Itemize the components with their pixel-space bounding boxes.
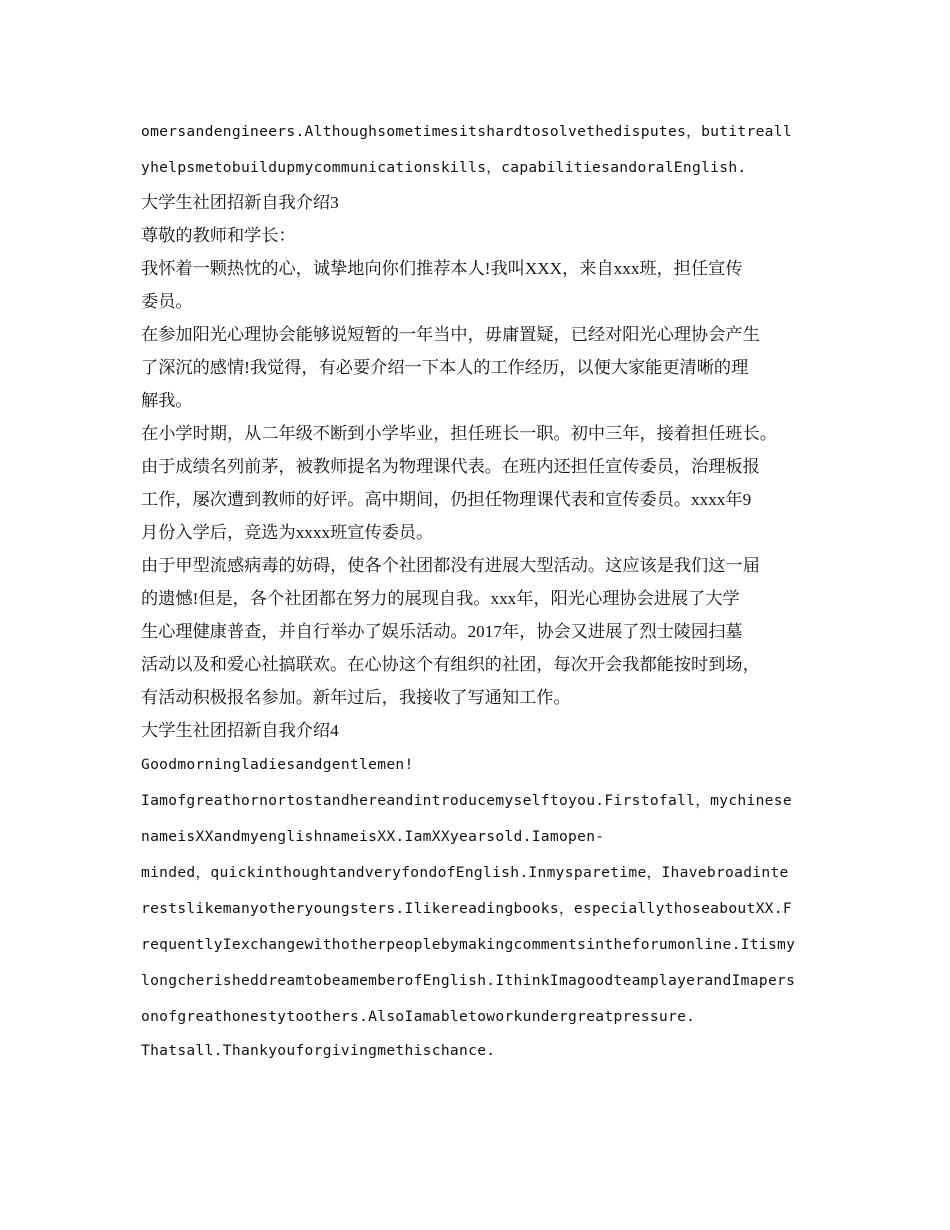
text-line: onofgreathonestytoothers.AlsoIamabletoworkundergreatpressure. xyxy=(141,1008,696,1025)
text-line: minded，quickinthoughtandveryfondofEnglish.Inmysparetime，Ihavebroadinte xyxy=(141,864,789,881)
text-line: 工作，屡次遭到教师的好评。高中期间，仍担任物理课代表和宣传委员。xxxx年9 xyxy=(141,490,752,509)
text-line: 由于成绩名列前茅，被教师提名为物理课代表。在班内还担任宣传委员，治理板报 xyxy=(141,457,760,476)
document-page xyxy=(141,114,821,1067)
text-line: nameisXXandmyenglishnameisXX.IamXXyearsold.Iamopen- xyxy=(141,828,605,845)
text-line: Thatsall.Thankyouforgivingmethischance. xyxy=(141,1042,496,1059)
text-line: 我怀着一颗热忱的心，诚挚地向你们推荐本人!我叫XXX，来自xxx班，担任宣传 xyxy=(141,259,743,278)
text-line: restslikemanyotheryoungsters.Ilikereadingbooks，especiallythoseaboutXX.F xyxy=(141,900,792,917)
salutation: 尊敬的教师和学长： xyxy=(141,226,296,245)
text-line: Goodmorningladiesandgentlemen! xyxy=(141,756,414,773)
text-line: 委员。 xyxy=(141,292,193,311)
text-line: 在参加阳光心理协会能够说短暂的一年当中，毋庸置疑，已经对阳光心理协会产生 xyxy=(141,325,760,344)
text-line: requentlyIexchangewithotherpeoplebymakingcommentsintheforumonline.Itismy xyxy=(141,936,796,953)
text-line: 由于甲型流感病毒的妨碍，使各个社团都没有进展大型活动。这应该是我们这一届 xyxy=(141,556,760,575)
text-line: 活动以及和爱心社搞联欢。在心协这个有组织的社团，每次开会我都能按时到场， xyxy=(141,655,760,674)
section-heading: 大学生社团招新自我介绍4 xyxy=(141,721,339,740)
text-line: omersandengineers.Althoughsometimesitshardtosolvethedisputes，butitreall xyxy=(141,123,792,140)
section-heading: 大学生社团招新自我介绍3 xyxy=(141,193,339,212)
text-line: yhelpsmetobuildupmycommunicationskills，capabilitiesandoralEnglish. xyxy=(141,159,747,176)
text-line: 了深沉的感情!我觉得，有必要介绍一下本人的工作经历，以便大家能更清晰的理 xyxy=(141,358,749,377)
text-line: 有活动积极报名参加。新年过后，我接收了写通知工作。 xyxy=(141,688,571,707)
text-line: longcherisheddreamtobeamemberofEnglish.IthinkImagoodteamplayerandImapers xyxy=(141,972,796,989)
text-line: Iamofgreathornortostandhereandintroducemyselftoyou.Firstofall，mychinese xyxy=(141,792,792,809)
text-line: 解我。 xyxy=(141,391,193,410)
text-line: 生心理健康普查，并自行举办了娱乐活动。2017年，协会又进展了烈士陵园扫墓 xyxy=(141,622,743,641)
text-line: 在小学时期，从二年级不断到小学毕业，担任班长一职。初中三年，接着担任班长。 xyxy=(141,424,777,443)
text-line: 月份入学后，竞选为xxxx班宣传委员。 xyxy=(141,523,434,542)
text-line: 的遗憾!但是，各个社团都在努力的展现自我。xxx年，阳光心理协会进展了大学 xyxy=(141,589,740,608)
